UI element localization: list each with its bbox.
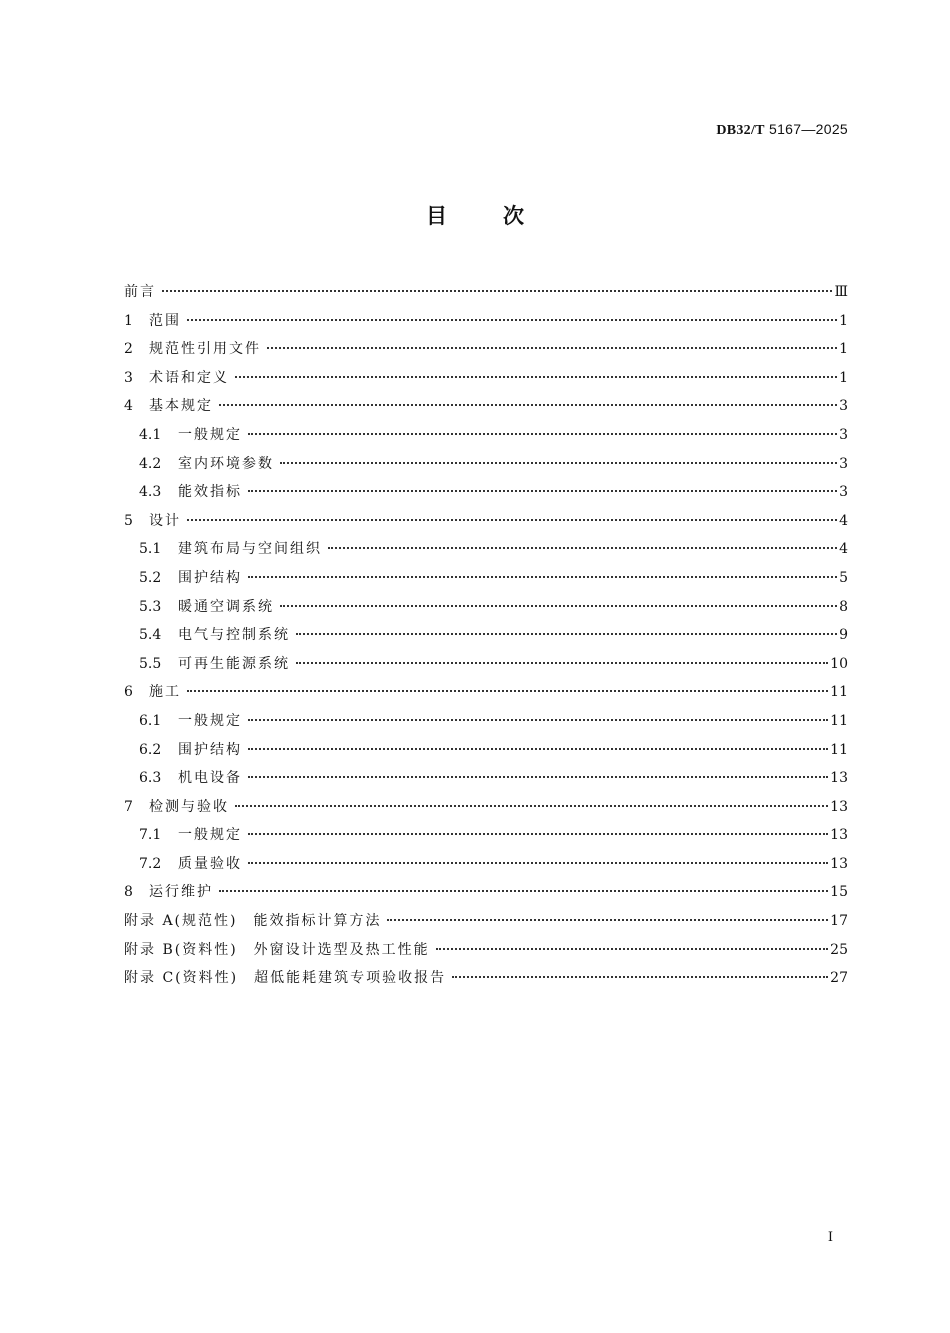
toc-entry-page: 3 xyxy=(839,398,848,415)
toc-entry[interactable] xyxy=(124,421,848,450)
toc-entry[interactable] xyxy=(124,736,848,765)
toc-entry-number: 5.4 xyxy=(139,627,162,644)
toc-entry-number: 2 xyxy=(124,341,133,358)
toc-entry-number: 6.1 xyxy=(139,712,162,729)
toc-dot-leader xyxy=(187,519,837,521)
toc-entry[interactable] xyxy=(124,364,848,393)
toc-entry[interactable] xyxy=(124,450,848,479)
toc-entry-number: 6.2 xyxy=(139,741,162,758)
toc-dot-leader xyxy=(187,690,828,692)
toc-dot-leader xyxy=(187,319,837,321)
toc-entry[interactable] xyxy=(124,478,848,507)
toc-entry-label: 附录 B(资料性) 外窗设计选型及热工性能 xyxy=(124,941,430,958)
toc-entry-page: 11 xyxy=(830,741,848,758)
table-of-contents xyxy=(124,278,848,993)
toc-entry-label: 前言 xyxy=(124,284,156,300)
toc-entry-number: 4 xyxy=(124,398,133,415)
toc-entry[interactable] xyxy=(124,707,848,736)
toc-entry-page: 3 xyxy=(839,484,848,501)
toc-entry-number: 5.1 xyxy=(139,541,162,558)
toc-entry-number: 4.1 xyxy=(139,426,162,443)
toc-entry-label: 附录 C(资料性) 超低能耗建筑专项验收报告 xyxy=(124,970,447,987)
toc-dot-leader xyxy=(248,433,837,435)
standard-code-number: 5167—2025 xyxy=(769,121,848,137)
toc-dot-leader xyxy=(296,662,828,664)
footer-page-number: I xyxy=(827,1230,833,1245)
toc-dot-leader xyxy=(235,805,828,807)
toc-entry[interactable] xyxy=(124,593,848,622)
toc-title: 目次 xyxy=(426,204,580,228)
standard-code xyxy=(716,121,848,139)
toc-dot-leader xyxy=(280,462,837,464)
toc-entry-label: 可再生能源系统 xyxy=(178,655,290,672)
toc-entry-page: 4 xyxy=(839,512,848,529)
toc-entry-label: 暖通空调系统 xyxy=(178,598,274,615)
toc-entry-label: 室内环境参数 xyxy=(178,455,274,472)
toc-entry-page: 4 xyxy=(839,541,848,558)
toc-dot-leader xyxy=(452,976,828,978)
toc-entry-number: 7 xyxy=(124,798,133,815)
toc-entry[interactable] xyxy=(124,392,848,421)
toc-entry[interactable] xyxy=(124,793,848,822)
toc-entry-number: 5.2 xyxy=(139,569,162,586)
toc-entry-label: 质量验收 xyxy=(178,855,242,872)
toc-dot-leader xyxy=(248,490,837,492)
toc-entry-label: 电气与控制系统 xyxy=(178,627,290,644)
toc-entry-label: 围护结构 xyxy=(178,569,242,586)
toc-entry-label: 附录 A(规范性) 能效指标计算方法 xyxy=(124,913,382,930)
toc-entry-number: 4.3 xyxy=(139,484,162,501)
toc-entry[interactable] xyxy=(124,821,848,850)
toc-entry-page: 5 xyxy=(839,569,848,586)
toc-dot-leader xyxy=(248,748,828,750)
toc-entry[interactable] xyxy=(124,678,848,707)
toc-entry-number: 7.2 xyxy=(139,855,162,872)
toc-dot-leader xyxy=(296,633,837,635)
toc-entry-number: 3 xyxy=(124,369,133,386)
standard-code-prefix: DB32/T xyxy=(716,123,765,138)
toc-entry-page: 8 xyxy=(839,598,848,615)
toc-dot-leader xyxy=(248,776,828,778)
toc-entry-page: 3 xyxy=(839,426,848,443)
toc-entry[interactable] xyxy=(124,907,848,936)
toc-entry-label: 一般规定 xyxy=(178,426,242,443)
toc-entry-page: 13 xyxy=(830,855,848,872)
toc-dot-leader xyxy=(162,290,832,292)
toc-entry-page: 13 xyxy=(830,827,848,844)
toc-entry-page: 1 xyxy=(839,312,848,329)
toc-entry-number: 5 xyxy=(124,512,133,529)
toc-entry-label: 设计 xyxy=(149,512,181,529)
toc-entry-page: 11 xyxy=(830,684,848,701)
toc-entry-page: 11 xyxy=(830,712,848,729)
toc-entry-number: 6 xyxy=(124,684,133,701)
toc-entry-label: 规范性引用文件 xyxy=(149,341,261,358)
toc-entry-page: 1 xyxy=(839,369,848,386)
toc-entry-label: 一般规定 xyxy=(178,712,242,729)
toc-entry-number: 1 xyxy=(124,312,133,329)
toc-entry[interactable] xyxy=(124,278,848,307)
toc-entry-number: 5.3 xyxy=(139,598,162,615)
toc-entry[interactable] xyxy=(124,621,848,650)
toc-entry[interactable] xyxy=(124,507,848,536)
toc-entry[interactable] xyxy=(124,878,848,907)
toc-entry[interactable] xyxy=(124,764,848,793)
toc-dot-leader xyxy=(328,547,837,549)
toc-entry-page: 17 xyxy=(830,913,848,930)
toc-entry-label: 一般规定 xyxy=(178,827,242,844)
toc-entry-page: 10 xyxy=(830,655,848,672)
toc-entry[interactable] xyxy=(124,564,848,593)
toc-entry-label: 基本规定 xyxy=(149,398,213,415)
toc-entry[interactable] xyxy=(124,936,848,965)
toc-entry-label: 机电设备 xyxy=(178,770,242,787)
toc-entry-number: 6.3 xyxy=(139,770,162,787)
toc-entry-number: 7.1 xyxy=(139,827,162,844)
toc-dot-leader xyxy=(248,576,837,578)
toc-dot-leader xyxy=(219,890,828,892)
toc-entry-page: 3 xyxy=(839,455,848,472)
toc-entry[interactable] xyxy=(124,964,848,993)
toc-dot-leader xyxy=(248,862,828,864)
toc-entry-label: 范围 xyxy=(149,312,181,329)
toc-dot-leader xyxy=(387,919,828,921)
toc-entry-number: 8 xyxy=(124,884,133,901)
toc-dot-leader xyxy=(280,605,837,607)
toc-entry-page: 13 xyxy=(830,798,848,815)
toc-entry-label: 施工 xyxy=(149,684,181,701)
toc-dot-leader xyxy=(235,376,837,378)
toc-entry-page: 25 xyxy=(830,941,848,958)
toc-entry-label: 能效指标 xyxy=(178,484,242,501)
toc-entry-label: 术语和定义 xyxy=(149,369,229,386)
toc-entry-label: 建筑布局与空间组织 xyxy=(178,541,322,558)
toc-entry[interactable] xyxy=(124,307,848,336)
toc-entry-page: 15 xyxy=(830,884,848,901)
toc-entry-page: 27 xyxy=(830,970,848,987)
toc-dot-leader xyxy=(248,833,828,835)
toc-entry-page: 9 xyxy=(839,627,848,644)
toc-entry-label: 围护结构 xyxy=(178,741,242,758)
toc-entry[interactable] xyxy=(124,535,848,564)
toc-entry-label: 运行维护 xyxy=(149,884,213,901)
toc-entry[interactable] xyxy=(124,335,848,364)
toc-entry-number: 4.2 xyxy=(139,455,162,472)
toc-dot-leader xyxy=(436,948,829,950)
toc-entry[interactable] xyxy=(124,650,848,679)
toc-dot-leader xyxy=(267,347,837,349)
toc-entry-page: 13 xyxy=(830,770,848,787)
toc-dot-leader xyxy=(219,404,837,406)
toc-entry-page: Ⅲ xyxy=(834,284,848,300)
toc-entry-page: 1 xyxy=(839,341,848,358)
toc-entry-number: 5.5 xyxy=(139,655,162,672)
toc-entry[interactable] xyxy=(124,850,848,879)
toc-dot-leader xyxy=(248,719,828,721)
toc-entry-label: 检测与验收 xyxy=(149,798,229,815)
